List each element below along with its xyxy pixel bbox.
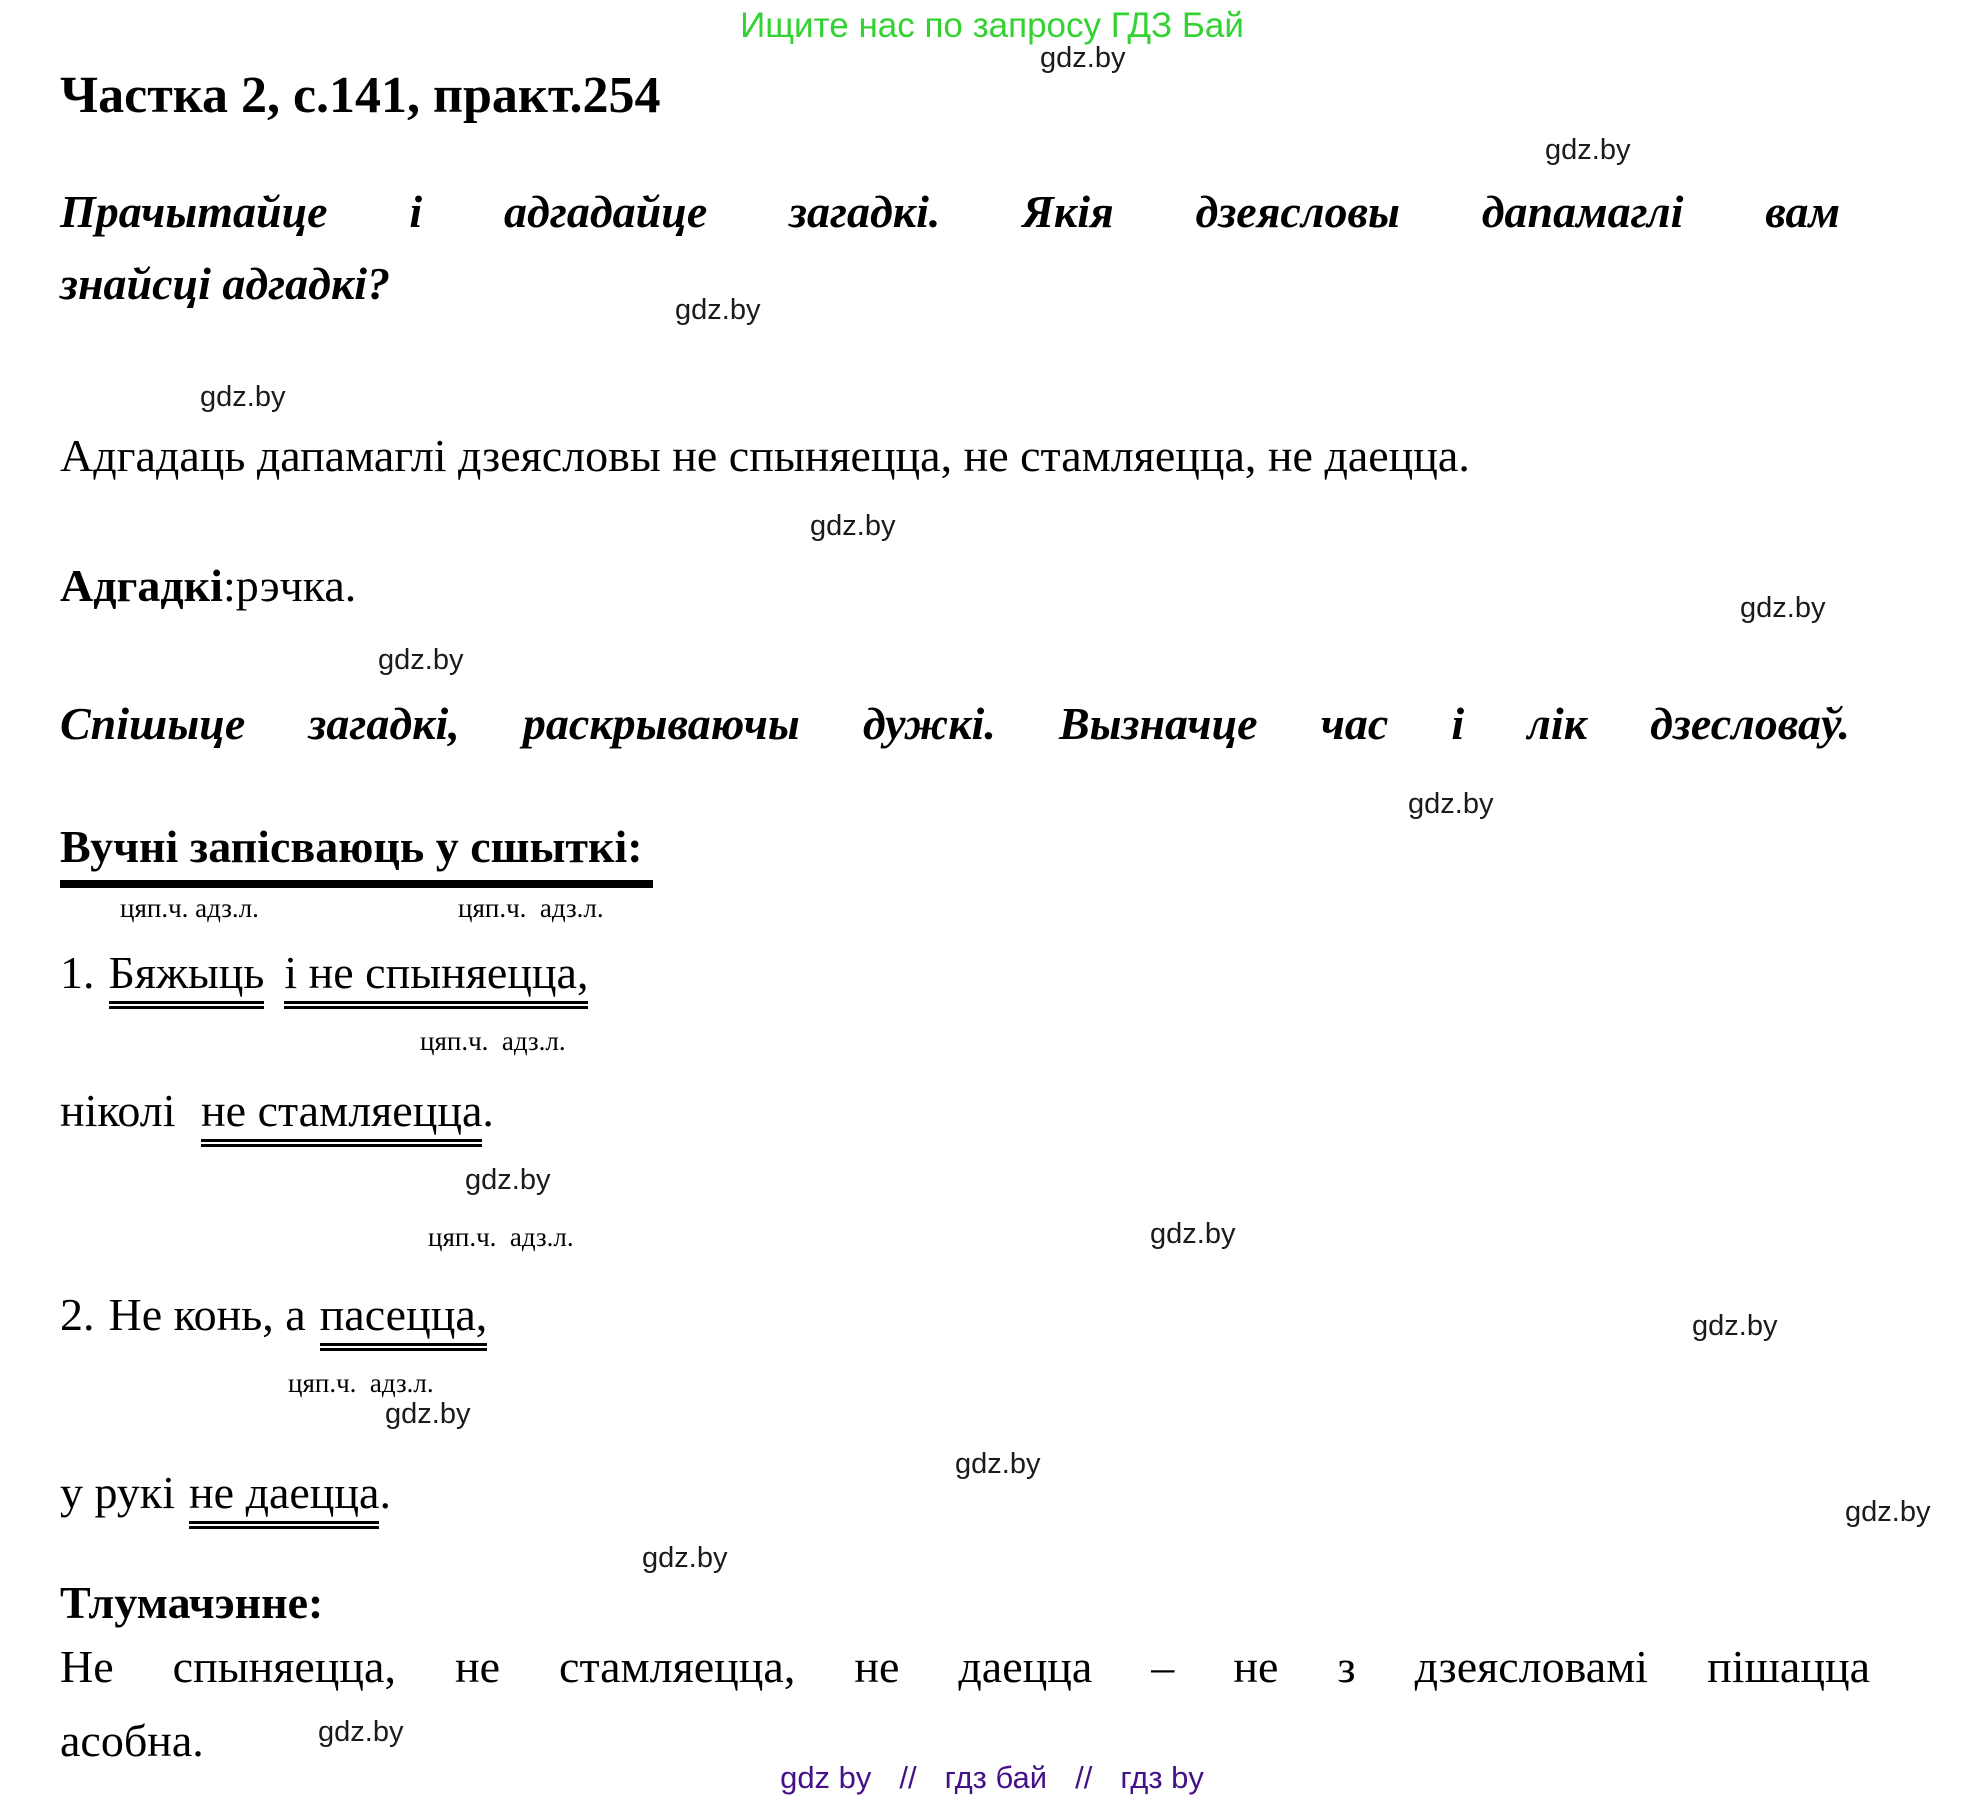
promo-header: Ищите нас по запросу ГДЗ Бай (740, 6, 1244, 45)
gdz-watermark: gdz.by (200, 381, 286, 413)
riddle-1-underlined-verb-1: Бяжыць (109, 947, 265, 1009)
page-title: Частка 2, с.141, практ.254 (60, 67, 661, 124)
grammar-note: цяп.ч. адз.л. (428, 1222, 574, 1252)
answers-line (60, 550, 356, 622)
gdz-watermark: gdz.by (1740, 592, 1826, 624)
riddle-2-line-2 (60, 1466, 391, 1519)
gdz-watermark: gdz.by (1692, 1310, 1778, 1342)
riddle-2-line-2-period: . (379, 1467, 391, 1518)
footer-brand-latin: gdz by (780, 1760, 872, 1795)
site-footer (0, 1760, 1984, 1796)
gdz-watermark: gdz.by (810, 510, 896, 542)
riddle-2-line-1 (60, 1288, 487, 1341)
riddle-2-underlined-verb-1: пасецца, (320, 1289, 488, 1351)
explanation-line-2: асобна. (60, 1715, 204, 1766)
footer-brand-mixed: гдз by (1120, 1760, 1204, 1795)
answers-label: Адгадкі (60, 560, 223, 611)
riddle-2-line-1-prefix: Не конь, а (108, 1289, 306, 1340)
riddle-2-number: 2. (60, 1289, 95, 1340)
explanation-text (60, 1630, 1870, 1778)
gdz-watermark: gdz.by (1845, 1496, 1931, 1528)
explanation-line-1: Не спыняецца, не стамляецца, не даецца – не з дзеясловамі пішацца (60, 1641, 1870, 1692)
footer-separator: // (899, 1760, 917, 1795)
gdz-watermark: gdz.by (318, 1716, 404, 1748)
gdz-watermark: gdz.by (1150, 1218, 1236, 1250)
riddle-2-line-2-prefix: у рукі (60, 1467, 176, 1518)
grammar-note: цяп.ч. адз.л. (458, 893, 604, 923)
gdz-watermark: gdz.by (465, 1164, 551, 1196)
footer-brand-cyrillic: гдз бай (944, 1760, 1048, 1795)
gdz-watermark: gdz.by (1040, 42, 1126, 74)
task-1-line-2: знайсці адгадкі? (60, 258, 391, 309)
explanation-heading: Тлумачэнне: (60, 1577, 324, 1628)
notebook-heading: Вучні запісваюць у сшыткі: (60, 820, 653, 888)
answers-value: :рэчка. (222, 560, 357, 611)
task-1-line-1: Прачытайце і адгадайце загадкі. Якія дзеясловы дапамаглі вам (60, 186, 1840, 237)
gdz-watermark: gdz.by (385, 1398, 471, 1430)
riddle-1-line-2-prefix: ніколі (60, 1085, 188, 1136)
grammar-note: цяп.ч. адз.л. (120, 893, 259, 923)
gdz-watermark: gdz.by (675, 294, 761, 326)
gdz-watermark: gdz.by (1545, 134, 1631, 166)
gdz-watermark: gdz.by (378, 644, 464, 676)
gdz-watermark: gdz.by (955, 1448, 1041, 1480)
helper-sentence: Адгадаць дапамаглі дзеясловы не спыняецца, не стамляецца, не даецца. (60, 430, 1470, 481)
footer-separator: // (1075, 1760, 1093, 1795)
gdz-watermark: gdz.by (1408, 788, 1494, 820)
riddle-1-number: 1. (60, 947, 95, 998)
riddle-1-line-1 (60, 946, 588, 999)
riddle-1-underlined-verb-2: і не спыняецца, (284, 947, 588, 1009)
riddle-2-underlined-verb-2: не даецца (189, 1467, 379, 1529)
task-2: Спішыце загадкі, раскрываючы дужкі. Вызначце час і лік дзесловаў. (60, 698, 1850, 749)
riddle-1-underlined-verb-3: не стамляецца (201, 1085, 482, 1147)
riddle-1-line-2-period: . (482, 1085, 494, 1136)
task-1 (60, 176, 1840, 320)
riddle-1-line-2 (60, 1084, 494, 1137)
grammar-note: цяп.ч. адз.л. (420, 1026, 566, 1056)
grammar-note: цяп.ч. адз.л. (288, 1368, 434, 1398)
gdz-watermark: gdz.by (642, 1542, 728, 1574)
